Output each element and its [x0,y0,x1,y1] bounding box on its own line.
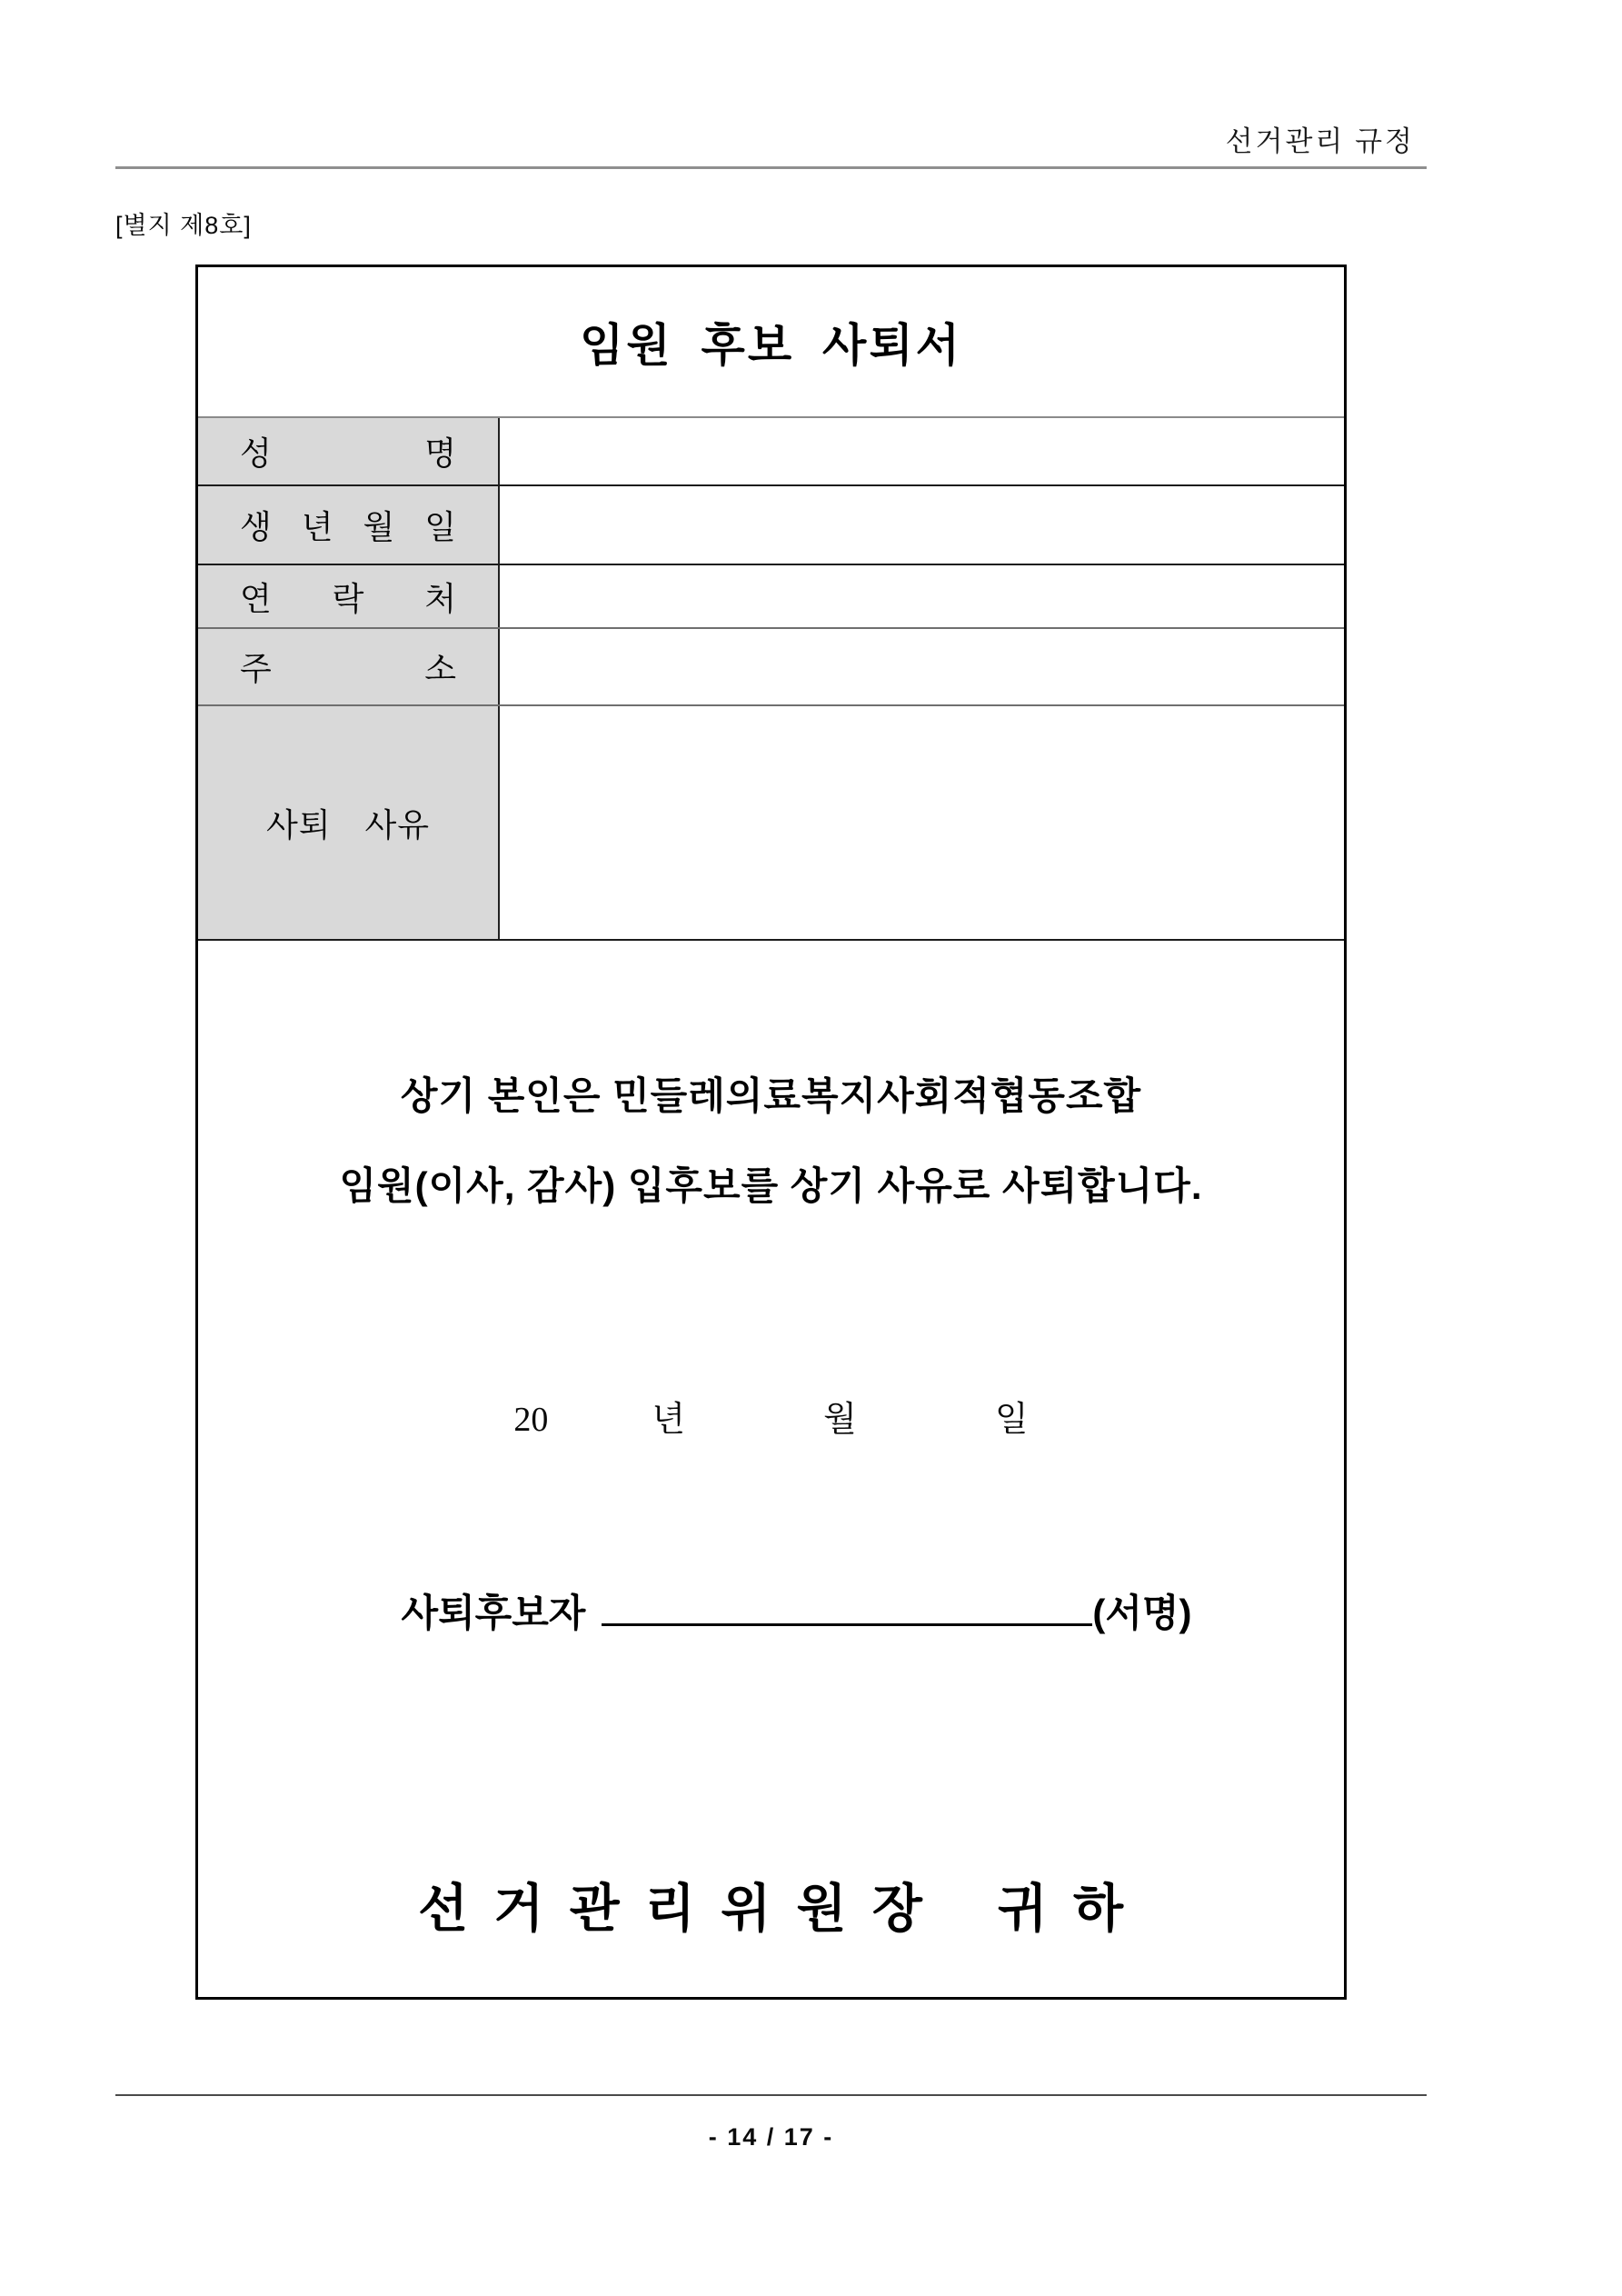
label-char: 소 [424,651,456,687]
header-title: 선거관리 규정 [1225,125,1415,157]
label-char: 명 [424,435,456,472]
table-row-address [198,627,1344,704]
attachment-label: [별지 제8호] [115,212,252,239]
form-title: 임원 후보 사퇴서 [580,320,962,371]
signer-label: 사퇴후보자 [401,1592,586,1634]
label-char: 처 [424,580,456,617]
signature-suffix: (서명) [1092,1592,1192,1634]
declaration-statement [198,1051,1344,1231]
header-rule [115,166,1427,169]
label-char: 락 [332,580,364,617]
field-label-name [198,418,500,484]
label-char: 월 [363,509,395,545]
field-label-birthdate [198,486,500,564]
addressee-line: 선 거 관 리 위 원 장 귀 하 [417,1881,1125,1938]
field-value-resignation-reason [500,706,1344,939]
statement-line-2: 임원(이사, 감사) 입후보를 상기 사유로 사퇴합니다. [339,1164,1203,1207]
field-value-address [500,629,1344,704]
field-value-contact [500,565,1344,627]
date-line: 20 년 월 일 [513,1401,1029,1439]
label-char: 연 [240,580,272,617]
signature-blank-underline [602,1582,1092,1626]
table-row-contact [198,564,1344,627]
signature-line [224,1582,1369,1638]
table-row-birthdate [198,484,1344,564]
label-char: 성 [240,435,272,472]
label-char: 주 [240,651,272,687]
resignation-form-box [195,265,1347,2000]
field-label-contact [198,565,500,627]
label-char: 년 [301,509,333,545]
footer-rule [115,2094,1427,2096]
label-char: 일 [424,509,456,545]
page-number: - 14 / 17 - [708,2123,834,2151]
statement-line-1: 상기 본인은 민들레의료복지사회적협동조합 [400,1074,1142,1117]
field-label-address [198,629,500,704]
field-value-name [500,418,1344,484]
table-row-resignation-reason [198,704,1344,941]
field-value-birthdate [500,486,1344,564]
field-label-resignation-reason: 사퇴 사유 [198,706,500,939]
table-row-name [198,416,1344,484]
label-char: 생 [240,509,272,545]
